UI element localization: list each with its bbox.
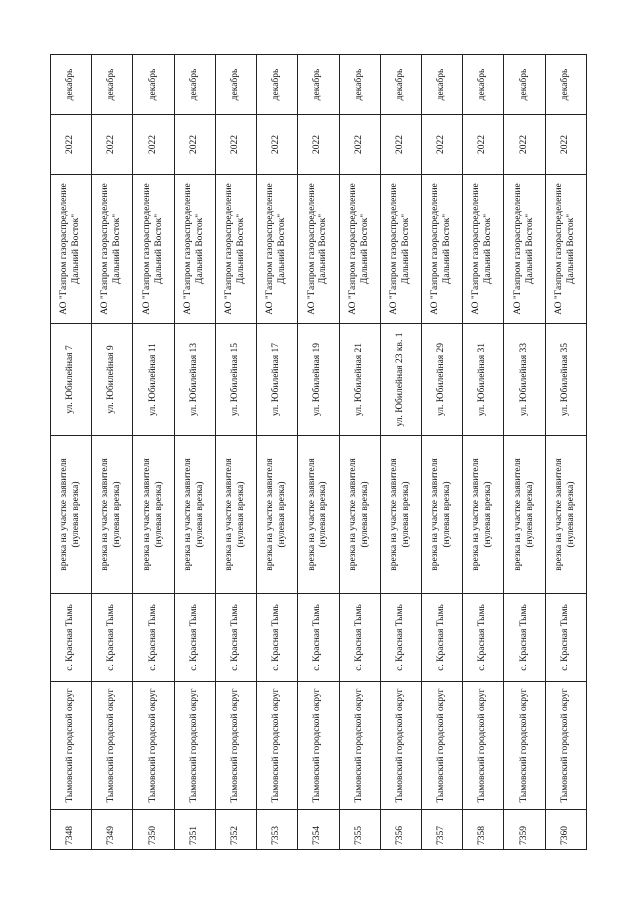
municipal-district: Тымовский городской округ xyxy=(215,682,256,810)
rotated-table-container xyxy=(50,55,587,850)
organization xyxy=(133,175,174,324)
work-type xyxy=(380,436,421,594)
month: декабрь xyxy=(257,55,298,115)
work-type-line-2: (нулевая врезка) xyxy=(277,481,288,548)
row-number: 7355 xyxy=(339,810,380,850)
month: декабрь xyxy=(92,55,133,115)
organization xyxy=(257,175,298,324)
municipal-district: Тымовский городской округ xyxy=(504,682,545,810)
work-type-line-2: (нулевая врезка) xyxy=(71,481,82,548)
month: декабрь xyxy=(463,55,504,115)
municipal-district: Тымовский городской округ xyxy=(257,682,298,810)
settlement: с. Красная Тымь xyxy=(133,594,174,682)
organization-line-2: Дальний Восток" xyxy=(318,213,329,285)
year: 2022 xyxy=(92,115,133,175)
organization xyxy=(92,175,133,324)
work-type-line-2: (нулевая врезка) xyxy=(359,481,370,548)
work-type-line-2: (нулевая врезка) xyxy=(194,481,205,548)
work-type-line-1: врезка на участке заявителя xyxy=(430,458,441,571)
work-type-line-2: (нулевая врезка) xyxy=(112,481,123,548)
work-type-line-1: врезка на участке заявителя xyxy=(306,458,317,571)
municipal-district: Тымовский городской округ xyxy=(298,682,339,810)
year: 2022 xyxy=(215,115,256,175)
address: ул. Юбилейная 23 кв. 1 xyxy=(380,324,421,436)
year: 2022 xyxy=(133,115,174,175)
work-type-line-2: (нулевая врезка) xyxy=(565,481,576,548)
work-type xyxy=(421,436,462,594)
work-type xyxy=(257,436,298,594)
year: 2022 xyxy=(339,115,380,175)
month: декабрь xyxy=(380,55,421,115)
address: ул. Юбилейная 15 xyxy=(215,324,256,436)
row-number: 7360 xyxy=(545,810,586,850)
table-row xyxy=(51,55,92,850)
work-type xyxy=(545,436,586,594)
organization-line-1: АО "Газпром газораспределение xyxy=(59,183,70,315)
work-type xyxy=(92,436,133,594)
work-type-line-1: врезка на участке заявителя xyxy=(182,458,193,571)
work-type xyxy=(504,436,545,594)
organization xyxy=(51,175,92,324)
organization xyxy=(298,175,339,324)
month: декабрь xyxy=(174,55,215,115)
year: 2022 xyxy=(257,115,298,175)
organization-line-2: Дальний Восток" xyxy=(524,213,535,285)
organization-line-1: АО "Газпром газораспределение xyxy=(265,183,276,315)
year: 2022 xyxy=(504,115,545,175)
month: декабрь xyxy=(421,55,462,115)
table-row xyxy=(463,55,504,850)
row-number: 7354 xyxy=(298,810,339,850)
address: ул. Юбилейная 11 xyxy=(133,324,174,436)
table-body xyxy=(51,55,587,850)
year: 2022 xyxy=(463,115,504,175)
work-type xyxy=(215,436,256,594)
work-type-line-1: врезка на участке заявителя xyxy=(388,458,399,571)
row-number: 7357 xyxy=(421,810,462,850)
municipal-district: Тымовский городской округ xyxy=(545,682,586,810)
row-number: 7356 xyxy=(380,810,421,850)
organization-line-2: Дальний Восток" xyxy=(400,213,411,285)
table-row xyxy=(421,55,462,850)
work-type-line-2: (нулевая врезка) xyxy=(318,481,329,548)
gasification-table xyxy=(50,54,587,850)
work-type-line-1: врезка на участке заявителя xyxy=(471,458,482,571)
settlement: с. Красная Тымь xyxy=(421,594,462,682)
month: декабрь xyxy=(215,55,256,115)
organization xyxy=(463,175,504,324)
work-type-line-1: врезка на участке заявителя xyxy=(265,458,276,571)
organization-line-1: АО "Газпром газораспределение xyxy=(347,183,358,315)
row-number: 7358 xyxy=(463,810,504,850)
organization-line-2: Дальний Восток" xyxy=(442,213,453,285)
address: ул. Юбилейная 9 xyxy=(92,324,133,436)
month: декабрь xyxy=(133,55,174,115)
municipal-district: Тымовский городской округ xyxy=(174,682,215,810)
settlement: с. Красная Тымь xyxy=(92,594,133,682)
settlement: с. Красная Тымь xyxy=(504,594,545,682)
year: 2022 xyxy=(174,115,215,175)
row-number: 7353 xyxy=(257,810,298,850)
municipal-district: Тымовский городской округ xyxy=(133,682,174,810)
municipal-district: Тымовский городской округ xyxy=(421,682,462,810)
table-row xyxy=(504,55,545,850)
address: ул. Юбилейная 7 xyxy=(51,324,92,436)
work-type xyxy=(174,436,215,594)
organization-line-1: АО "Газпром газораспределение xyxy=(182,183,193,315)
organization-line-2: Дальний Восток" xyxy=(359,213,370,285)
work-type xyxy=(339,436,380,594)
year: 2022 xyxy=(298,115,339,175)
year: 2022 xyxy=(51,115,92,175)
settlement: с. Красная Тымь xyxy=(463,594,504,682)
organization-line-1: АО "Газпром газораспределение xyxy=(430,183,441,315)
month: декабрь xyxy=(545,55,586,115)
municipal-district: Тымовский городской округ xyxy=(92,682,133,810)
month: декабрь xyxy=(504,55,545,115)
table-row xyxy=(545,55,586,850)
work-type-line-2: (нулевая врезка) xyxy=(153,481,164,548)
organization-line-1: АО "Газпром газораспределение xyxy=(471,183,482,315)
work-type-line-2: (нулевая врезка) xyxy=(400,481,411,548)
settlement: с. Красная Тымь xyxy=(545,594,586,682)
organization-line-1: АО "Газпром газораспределение xyxy=(388,183,399,315)
month: декабрь xyxy=(51,55,92,115)
address: ул. Юбилейная 31 xyxy=(463,324,504,436)
organization xyxy=(545,175,586,324)
settlement: с. Красная Тымь xyxy=(215,594,256,682)
organization xyxy=(421,175,462,324)
work-type xyxy=(463,436,504,594)
table-row xyxy=(174,55,215,850)
organization-line-1: АО "Газпром газораспределение xyxy=(100,183,111,315)
row-number: 7348 xyxy=(51,810,92,850)
address: ул. Юбилейная 13 xyxy=(174,324,215,436)
municipal-district: Тымовский городской округ xyxy=(463,682,504,810)
address: ул. Юбилейная 35 xyxy=(545,324,586,436)
year: 2022 xyxy=(380,115,421,175)
organization-line-1: АО "Газпром газораспределение xyxy=(512,183,523,315)
settlement: с. Красная Тымь xyxy=(380,594,421,682)
table-row xyxy=(215,55,256,850)
organization-line-2: Дальний Восток" xyxy=(112,213,123,285)
row-number: 7352 xyxy=(215,810,256,850)
organization-line-2: Дальний Восток" xyxy=(194,213,205,285)
organization xyxy=(174,175,215,324)
settlement: с. Красная Тымь xyxy=(51,594,92,682)
settlement: с. Красная Тымь xyxy=(339,594,380,682)
table-row xyxy=(380,55,421,850)
row-number: 7349 xyxy=(92,810,133,850)
work-type-line-1: врезка на участке заявителя xyxy=(141,458,152,571)
organization-line-2: Дальний Восток" xyxy=(153,213,164,285)
month: декабрь xyxy=(339,55,380,115)
address: ул. Юбилейная 19 xyxy=(298,324,339,436)
address: ул. Юбилейная 17 xyxy=(257,324,298,436)
organization-line-2: Дальний Восток" xyxy=(483,213,494,285)
organization-line-1: АО "Газпром газораспределение xyxy=(141,183,152,315)
table-row xyxy=(92,55,133,850)
work-type-line-1: врезка на участке заявителя xyxy=(553,458,564,571)
work-type-line-1: врезка на участке заявителя xyxy=(100,458,111,571)
work-type-line-2: (нулевая врезка) xyxy=(442,481,453,548)
organization xyxy=(380,175,421,324)
organization-line-1: АО "Газпром газораспределение xyxy=(224,183,235,315)
organization-line-2: Дальний Восток" xyxy=(565,213,576,285)
work-type xyxy=(298,436,339,594)
municipal-district: Тымовский городской округ xyxy=(380,682,421,810)
year: 2022 xyxy=(421,115,462,175)
address: ул. Юбилейная 21 xyxy=(339,324,380,436)
table-row xyxy=(257,55,298,850)
organization-line-2: Дальний Восток" xyxy=(235,213,246,285)
work-type xyxy=(51,436,92,594)
organization-line-2: Дальний Восток" xyxy=(277,213,288,285)
table-row xyxy=(339,55,380,850)
organization-line-1: АО "Газпром газораспределение xyxy=(553,183,564,315)
organization xyxy=(504,175,545,324)
table-row xyxy=(298,55,339,850)
settlement: с. Красная Тымь xyxy=(257,594,298,682)
table-row xyxy=(133,55,174,850)
organization-line-1: АО "Газпром газораспределение xyxy=(306,183,317,315)
work-type-line-1: врезка на участке заявителя xyxy=(224,458,235,571)
row-number: 7350 xyxy=(133,810,174,850)
work-type-line-1: врезка на участке заявителя xyxy=(347,458,358,571)
work-type-line-2: (нулевая врезка) xyxy=(483,481,494,548)
settlement: с. Красная Тымь xyxy=(298,594,339,682)
organization-line-2: Дальний Восток" xyxy=(71,213,82,285)
settlement: с. Красная Тымь xyxy=(174,594,215,682)
row-number: 7351 xyxy=(174,810,215,850)
month: декабрь xyxy=(298,55,339,115)
municipal-district: Тымовский городской округ xyxy=(339,682,380,810)
work-type-line-1: врезка на участке заявителя xyxy=(512,458,523,571)
work-type-line-2: (нулевая врезка) xyxy=(524,481,535,548)
row-number: 7359 xyxy=(504,810,545,850)
organization xyxy=(215,175,256,324)
address: ул. Юбилейная 29 xyxy=(421,324,462,436)
work-type-line-1: врезка на участке заявителя xyxy=(59,458,70,571)
work-type xyxy=(133,436,174,594)
organization xyxy=(339,175,380,324)
municipal-district: Тымовский городской округ xyxy=(51,682,92,810)
address: ул. Юбилейная 33 xyxy=(504,324,545,436)
work-type-line-2: (нулевая врезка) xyxy=(235,481,246,548)
year: 2022 xyxy=(545,115,586,175)
